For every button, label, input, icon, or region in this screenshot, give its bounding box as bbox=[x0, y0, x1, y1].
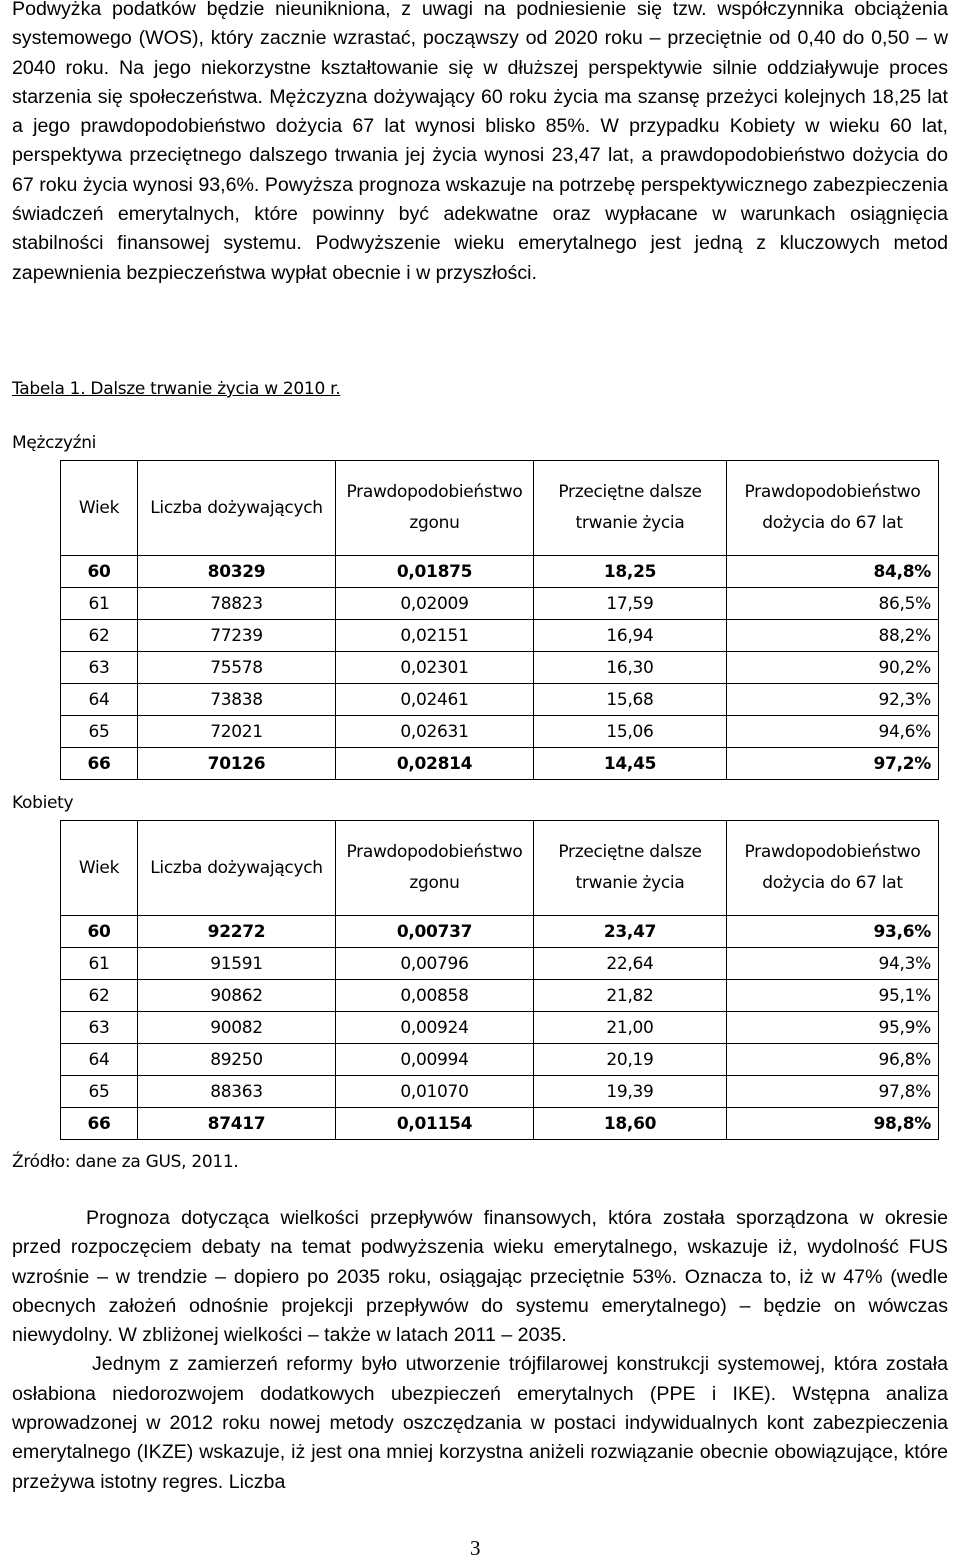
table-row bbox=[61, 1012, 939, 1044]
cell-death-prob: 0,01154 bbox=[336, 1108, 534, 1140]
cell-survival-prob: 92,3% bbox=[727, 684, 939, 716]
cell-death-prob: 0,00994 bbox=[336, 1044, 534, 1076]
cell-survivors: 91591 bbox=[138, 948, 336, 980]
cell-life-expectancy: 21,00 bbox=[534, 1012, 727, 1044]
table-row bbox=[61, 916, 939, 948]
header-zgonu: Prawdopodobieństwo zgonu bbox=[336, 821, 534, 916]
cell-survival-prob: 95,1% bbox=[727, 980, 939, 1012]
cell-survivors: 88363 bbox=[138, 1076, 336, 1108]
cell-survival-prob: 88,2% bbox=[727, 620, 939, 652]
table-row bbox=[61, 1108, 939, 1140]
cell-age: 60 bbox=[61, 916, 138, 948]
cell-life-expectancy: 22,64 bbox=[534, 948, 727, 980]
header-dalsze: Przeciętne dalsze trwanie życia bbox=[534, 461, 727, 556]
header-dozycia: Prawdopodobieństwo dożycia do 67 lat bbox=[727, 461, 939, 556]
cell-life-expectancy: 18,25 bbox=[534, 556, 727, 588]
source-note: Źródło: dane za GUS, 2011. bbox=[12, 1152, 239, 1172]
header-liczba: Liczba dożywających bbox=[138, 821, 336, 916]
cell-death-prob: 0,02814 bbox=[336, 748, 534, 780]
cell-death-prob: 0,01070 bbox=[336, 1076, 534, 1108]
table-row bbox=[61, 652, 939, 684]
cell-life-expectancy: 15,06 bbox=[534, 716, 727, 748]
cell-age: 61 bbox=[61, 948, 138, 980]
women-life-table bbox=[60, 820, 939, 1140]
cell-age: 61 bbox=[61, 588, 138, 620]
cell-survivors: 80329 bbox=[138, 556, 336, 588]
cell-death-prob: 0,02461 bbox=[336, 684, 534, 716]
cell-survivors: 87417 bbox=[138, 1108, 336, 1140]
table-row bbox=[61, 948, 939, 980]
cell-death-prob: 0,00858 bbox=[336, 980, 534, 1012]
intro-paragraph: Podwyżka podatków będzie nieunikniona, z uwagi na podniesienie się tzw. współczynnika obciążenia systemowego (WOS), który zacznie wzrastać, począwszy od 2020 roku – przeciętnie od 0,40 do 0,50 – w 2040 roku. Na jego niekorzystne kształtowanie się w dłuższej perspektywie silnie oddziaływuje proces starzenia się społeczeństwa. Mężczyzna dożywający 60 roku życia ma szansę przeżyci kolejnych 18,25 lat a jego prawdopodobieństwo dożycia 67 lat wynosi blisko 85%. W przypadku Kobiety w wieku 60 lat, perspektywa przeciętnego dalszego trwania jej życia wynosi 23,47 lat, a prawdopodobieństwo dożycia do 67 roku życia wynosi 93,6%. Powyższa prognoza wskazuje na potrzebę perspektywicznego zabezpieczenia świadczeń emerytalnych, które powinny być adekwatne oraz wypłacane w warunkach osiągnięcia stabilności finansowej systemu. Podwyższenie wieku emerytalnego jest jedną z kluczowych metod zapewnienia bezpieczeństwa wypłat obecnie i w przyszłości. bbox=[12, 0, 948, 284]
header-dozycia: Prawdopodobieństwo dożycia do 67 lat bbox=[727, 821, 939, 916]
header-wiek: Wiek bbox=[61, 821, 138, 916]
cell-survivors: 92272 bbox=[138, 916, 336, 948]
cell-death-prob: 0,02151 bbox=[336, 620, 534, 652]
cell-survivors: 72021 bbox=[138, 716, 336, 748]
cell-life-expectancy: 18,60 bbox=[534, 1108, 727, 1140]
cell-life-expectancy: 14,45 bbox=[534, 748, 727, 780]
table-row bbox=[61, 716, 939, 748]
men-life-table bbox=[60, 460, 939, 780]
cell-life-expectancy: 16,94 bbox=[534, 620, 727, 652]
forecast-paragraph: Prognoza dotycząca wielkości przepływów finansowych, która została sporządzona w okresie przed rozpoczęciem debaty na temat podwyższenia wieku emerytalnego, wskazuje iż, wydolność FUS wzrośnie – w trendzie – dopiero po 2035 roku, osiągając przeciętnie 53%. Oznacza to, iż w 47% (wedle obecnych założeń odnośnie projekcji przepływów do systemu emerytalnego) – będzie on wówczas niewydolny. W zbliżonej wielkości – także w latach 2011 – 2035. bbox=[12, 1207, 948, 1347]
reform-paragraph: Jednym z zamierzeń reformy było utworzenie trójfilarowej konstrukcji systemowej, która została osłabiona niedorozwojem dodatkowych ubezpieczeń emerytalnych (PPE i IKE). Wstępna analiza wprowadzonej w 2012 roku nowej metody oszczędzania w postaci indywidualnych kont zabezpieczenia emerytalnego (IKZE) wskazuje, iż jest ona mniej korzystna aniżeli rozwiązanie obecnie obowiązujące, które przeżywa istotny regres. Liczba bbox=[12, 1353, 948, 1493]
table-row bbox=[61, 684, 939, 716]
cell-survivors: 78823 bbox=[138, 588, 336, 620]
cell-survivors: 77239 bbox=[138, 620, 336, 652]
cell-survival-prob: 97,2% bbox=[727, 748, 939, 780]
cell-death-prob: 0,02009 bbox=[336, 588, 534, 620]
cell-life-expectancy: 16,30 bbox=[534, 652, 727, 684]
table-row bbox=[61, 748, 939, 780]
cell-life-expectancy: 23,47 bbox=[534, 916, 727, 948]
cell-survival-prob: 96,8% bbox=[727, 1044, 939, 1076]
women-section-label: Kobiety bbox=[12, 793, 74, 813]
table-row bbox=[61, 980, 939, 1012]
table-row bbox=[61, 1044, 939, 1076]
cell-death-prob: 0,00796 bbox=[336, 948, 534, 980]
cell-life-expectancy: 21,82 bbox=[534, 980, 727, 1012]
cell-survival-prob: 86,5% bbox=[727, 588, 939, 620]
header-zgonu: Prawdopodobieństwo zgonu bbox=[336, 461, 534, 556]
cell-death-prob: 0,02631 bbox=[336, 716, 534, 748]
cell-survival-prob: 98,8% bbox=[727, 1108, 939, 1140]
cell-age: 65 bbox=[61, 716, 138, 748]
cell-survival-prob: 94,6% bbox=[727, 716, 939, 748]
header-liczba: Liczba dożywających bbox=[138, 461, 336, 556]
cell-age: 66 bbox=[61, 1108, 138, 1140]
cell-age: 64 bbox=[61, 684, 138, 716]
men-header-row bbox=[61, 461, 939, 556]
cell-age: 62 bbox=[61, 980, 138, 1012]
cell-life-expectancy: 19,39 bbox=[534, 1076, 727, 1108]
header-dalsze: Przeciętne dalsze trwanie życia bbox=[534, 821, 727, 916]
table-title: Tabela 1. Dalsze trwanie życia w 2010 r. bbox=[12, 379, 341, 399]
cell-survivors: 90082 bbox=[138, 1012, 336, 1044]
cell-death-prob: 0,00924 bbox=[336, 1012, 534, 1044]
women-header-row bbox=[61, 821, 939, 916]
cell-age: 60 bbox=[61, 556, 138, 588]
cell-survival-prob: 84,8% bbox=[727, 556, 939, 588]
cell-age: 65 bbox=[61, 1076, 138, 1108]
cell-death-prob: 0,02301 bbox=[336, 652, 534, 684]
cell-age: 62 bbox=[61, 620, 138, 652]
table-row bbox=[61, 620, 939, 652]
cell-survivors: 75578 bbox=[138, 652, 336, 684]
table-row bbox=[61, 588, 939, 620]
men-section-label: Mężczyźni bbox=[12, 433, 97, 453]
cell-life-expectancy: 17,59 bbox=[534, 588, 727, 620]
cell-survivors: 73838 bbox=[138, 684, 336, 716]
cell-death-prob: 0,00737 bbox=[336, 916, 534, 948]
cell-survivors: 90862 bbox=[138, 980, 336, 1012]
cell-survivors: 70126 bbox=[138, 748, 336, 780]
cell-survival-prob: 95,9% bbox=[727, 1012, 939, 1044]
cell-age: 66 bbox=[61, 748, 138, 780]
cell-survival-prob: 90,2% bbox=[727, 652, 939, 684]
cell-age: 63 bbox=[61, 1012, 138, 1044]
header-wiek: Wiek bbox=[61, 461, 138, 556]
cell-death-prob: 0,01875 bbox=[336, 556, 534, 588]
cell-survival-prob: 94,3% bbox=[727, 948, 939, 980]
table-row bbox=[61, 1076, 939, 1108]
closing-text bbox=[12, 1204, 948, 1497]
cell-age: 63 bbox=[61, 652, 138, 684]
cell-life-expectancy: 20,19 bbox=[534, 1044, 727, 1076]
cell-survival-prob: 93,6% bbox=[727, 916, 939, 948]
cell-survival-prob: 97,8% bbox=[727, 1076, 939, 1108]
cell-age: 64 bbox=[61, 1044, 138, 1076]
table-row bbox=[61, 556, 939, 588]
cell-survivors: 89250 bbox=[138, 1044, 336, 1076]
cell-life-expectancy: 15,68 bbox=[534, 684, 727, 716]
page-number: 3 bbox=[470, 1536, 481, 1560]
